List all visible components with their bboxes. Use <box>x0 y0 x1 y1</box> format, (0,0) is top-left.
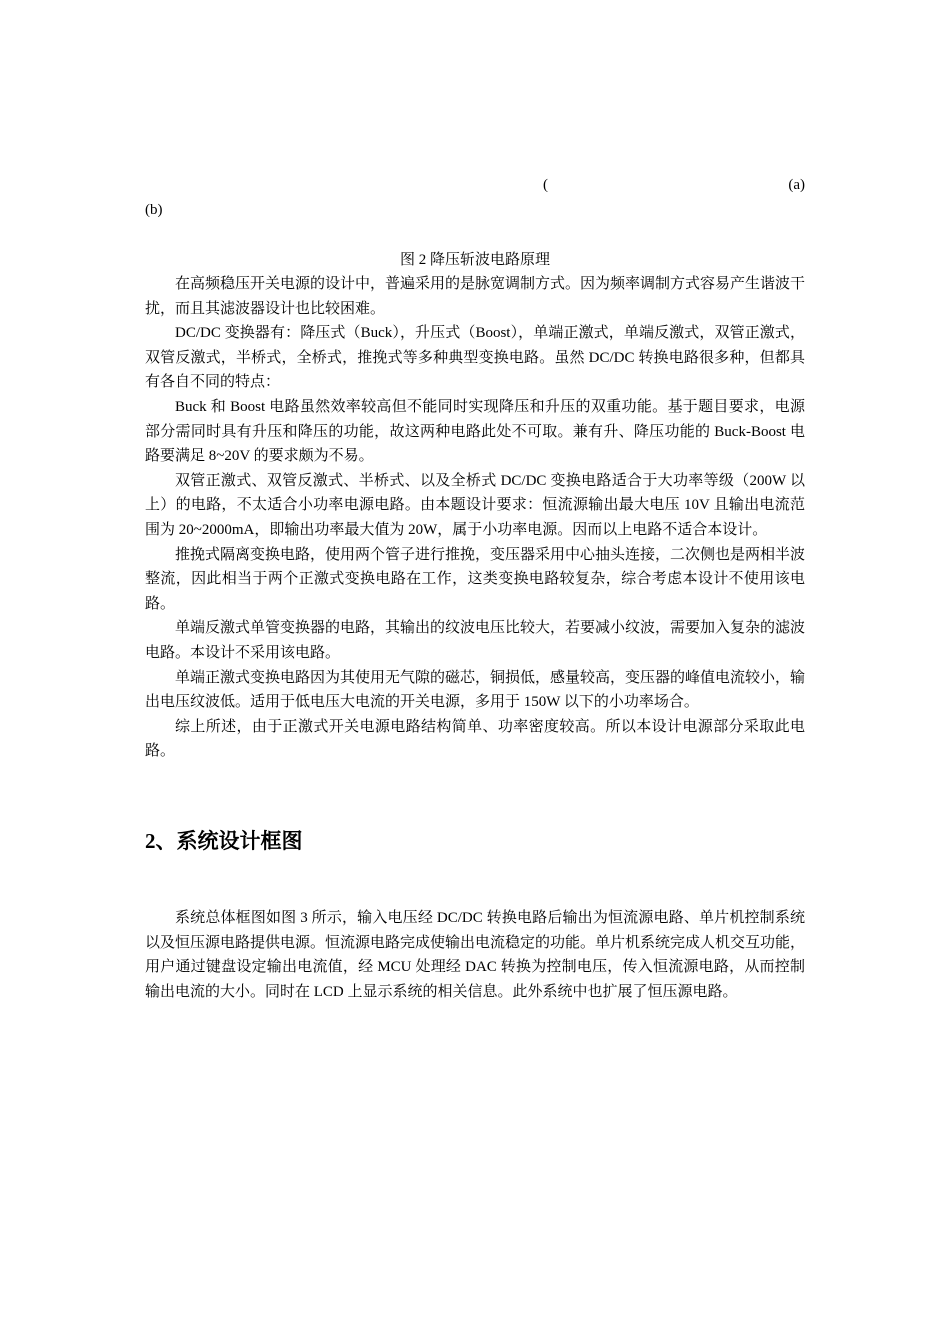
section-heading: 2、系统设计框图 <box>145 829 303 853</box>
figure-label-a: (a) <box>788 177 805 193</box>
figure-caption: 图 2 降压斩波电路原理 <box>399 252 550 268</box>
paragraph: 双管正激式、双管反激式、半桥式、以及全桥式 DC/DC 变换电路适合于大功率等级（200W 以上）的电路，不太适合小功率电源电路。由本题设计要求：恒流源输出最大电压 10V 且输出电流范围为 20~2000mA，即输出功率最大值为 20W，属于小功率电源。因而以上电路不适合本设计。 <box>145 472 805 538</box>
section-body-text <box>145 906 805 1004</box>
paragraph: 在高频稳压开关电源的设计中，普遍采用的是脉宽调制方式。因为频率调制方式容易产生谐波干扰，而且其滤波器设计也比较困难。 <box>145 276 806 317</box>
paragraph: 单端正激式变换电路因为其使用无气隙的磁芯，铜损低，感量较高，变压器的峰值电流较小，输出电压纹波低。适用于低电压大电流的开关电源，多用于 150W 以下的小功率场合。 <box>145 669 806 711</box>
paragraph: 推挽式隔离变换电路，使用两个管子进行推挽，变压器采用中心抽头连接，二次侧也是两相半波整流，因此相当于两个正激式变换电路在工作，这类变换电路较复杂，综合考虑本设计不使用该电路。 <box>145 546 806 612</box>
paragraph: 系统总体框图如图 3 所示，输入电压经 DC/DC 转换电路后输出为恒流源电路、单片机控制系统以及恒压源电路提供电源。恒流源电路完成使输出电流稳定的功能。单片机系统完成人机交互功能，用户通过键盘设定输出电流值，经 MCU 处理经 DAC 转换为控制电压，传入恒流源电路，从而控制输出电流的大小。同时在 LCD 上显示系统的相关信息。此外系统中也扩展了恒压源电路。 <box>145 910 806 1000</box>
paragraph: Buck 和 Boost 电路虽然效率较高但不能同时实现降压和升压的双重功能。基于题目要求，电源部分需同时具有升压和降压的功能，故这两种电路此处不可取。兼有升、降压功能的 Buck-Boost 电路要满足 8~20V 的要求颇为不易。 <box>145 398 805 465</box>
paragraph: DC/DC 变换器有：降压式（Buck），升压式（Boost），单端正激式，单端反激式，双管正激式，双管反激式，半桥式，全桥式，推挽式等多种典型变换电路。虽然 DC/DC 转换电路很多种，但都具有各自不同的特点： <box>145 325 805 391</box>
paragraph: 综上所述，由于正激式开关电源电路结构简单、功率密度较高。所以本设计电源部分采取此电路。 <box>145 718 805 760</box>
figure-open-paren: ( <box>543 177 548 193</box>
paragraph: 单端反激式单管变换器的电路，其输出的纹波电压比较大，若要减小纹波，需要加入复杂的滤波电路。本设计不采用该电路。 <box>145 620 806 661</box>
body-text <box>145 272 805 764</box>
figure-label-b: (b) <box>145 202 163 218</box>
figure-label-row <box>145 175 805 195</box>
